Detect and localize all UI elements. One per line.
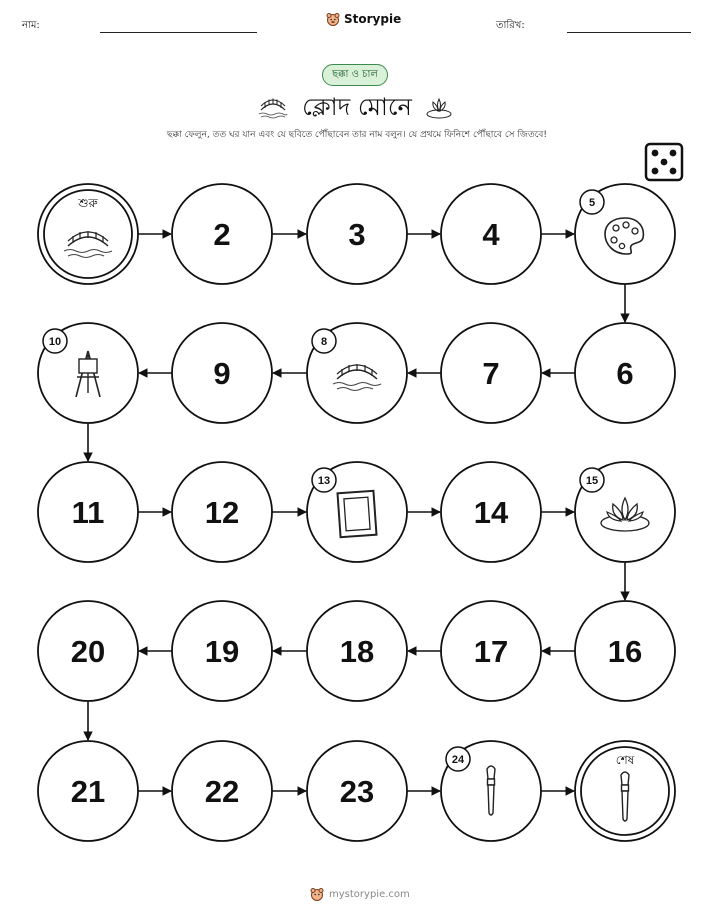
finish-cell <box>575 741 675 841</box>
board-cell <box>307 601 407 701</box>
board-cell <box>38 462 138 562</box>
brand-text: Storypie <box>344 12 402 26</box>
board-cell <box>575 184 675 284</box>
footer-url: mystorypie.com <box>329 888 410 900</box>
board-cell <box>307 184 407 284</box>
board-cell <box>172 184 272 284</box>
board-cell <box>38 741 138 841</box>
board-cell <box>441 741 541 841</box>
board-cell <box>172 462 272 562</box>
cell-number: 7 <box>482 356 500 391</box>
frame-icon <box>338 491 377 537</box>
cell-number-badge: 8 <box>320 336 328 348</box>
cell-number: 11 <box>71 495 105 530</box>
board-cell <box>307 462 407 562</box>
cell-number: 16 <box>607 634 643 669</box>
cell-number: 4 <box>482 217 500 252</box>
cell-number: 17 <box>473 634 509 669</box>
finish-label: শেষ <box>615 753 635 767</box>
board-cell <box>575 323 675 423</box>
date-label: তারিখ: <box>496 20 525 31</box>
cell-number: 6 <box>616 356 634 391</box>
cell-number: 22 <box>204 774 240 809</box>
board-cell <box>441 184 541 284</box>
cell-number: 2 <box>213 217 231 252</box>
instructions: ছক্কা ফেলুন, তত ঘর যান এবং যে ছবিতে পৌঁছাবেন তার নাম বলুন। যে প্রথমে ফিনিশে পৌঁছাবে সে জিতবে! <box>167 130 547 140</box>
page-title: ক্লোদ মোনে <box>302 93 412 121</box>
storypie-mascot-icon <box>310 887 324 901</box>
cell-number: 20 <box>70 634 106 669</box>
board-cell <box>307 323 407 423</box>
cell-number-badge: 24 <box>451 754 465 766</box>
start-label: শুরু <box>78 196 98 210</box>
board-cell <box>441 462 541 562</box>
cell-number: 21 <box>70 774 106 809</box>
footer <box>310 887 410 901</box>
name-label: নাম: <box>22 20 40 31</box>
cell-number: 3 <box>348 217 366 252</box>
board-cell <box>307 741 407 841</box>
board-cell <box>441 323 541 423</box>
board-cell <box>172 741 272 841</box>
game-type-badge: ছক্কা ও চাল <box>322 64 388 86</box>
start-cell <box>38 184 138 284</box>
board-cell <box>38 601 138 701</box>
cell-number-badge: 10 <box>48 336 62 348</box>
cell-number-badge: 15 <box>585 475 599 487</box>
cell-number: 19 <box>204 634 240 669</box>
cell-number-badge: 13 <box>317 475 331 487</box>
paintbrush-icon <box>487 766 495 815</box>
cell-number: 14 <box>473 495 509 530</box>
board-cell <box>441 601 541 701</box>
cell-number: 12 <box>204 495 240 530</box>
board-cell <box>575 601 675 701</box>
board-cell <box>172 323 272 423</box>
board-cell <box>38 323 138 423</box>
cell-number: 9 <box>213 356 231 391</box>
cell-number: 23 <box>339 774 375 809</box>
cell-number: 18 <box>339 634 375 669</box>
cell-number-badge: 5 <box>588 197 596 209</box>
board-cell <box>172 601 272 701</box>
paintbrush-icon <box>621 772 629 821</box>
board-cell <box>575 462 675 562</box>
